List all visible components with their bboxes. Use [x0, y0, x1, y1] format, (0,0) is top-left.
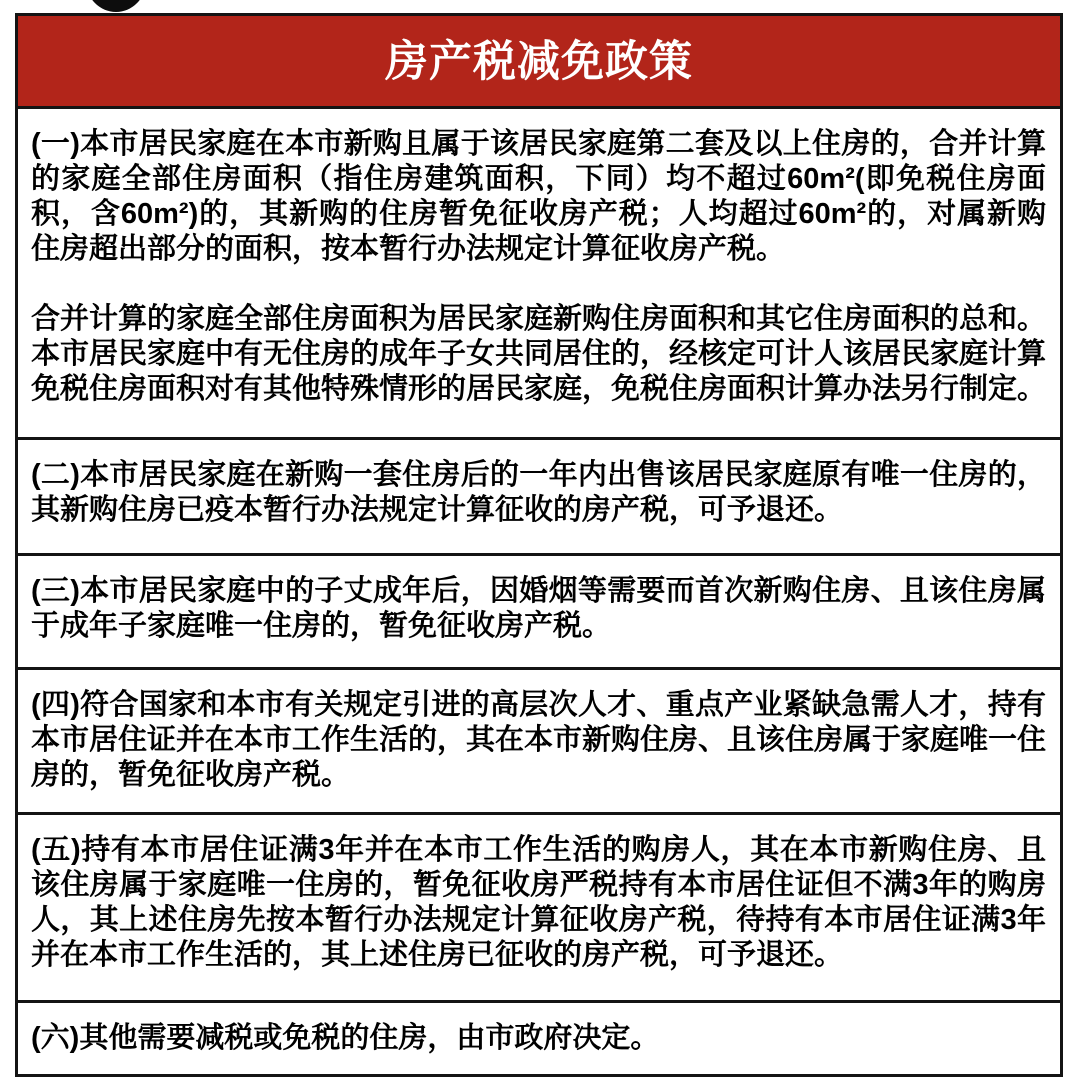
- policy-section-5: [18, 812, 1060, 1000]
- page-title: 房产税减免政策: [385, 37, 693, 86]
- partial-logo-circle-icon: [86, 0, 146, 12]
- policy-section-4-paragraph: (四)符合国家和本市有关规定引进的高层次人才、重点产业紧缺急需人才，持有本市居住证并在本市工作生活的，其在本市新购住房、且该住房属于家庭唯一住房的，暂免征收房产税。: [31, 689, 1047, 791]
- policy-section-6: [18, 1000, 1060, 1074]
- policy-section-1: [18, 106, 1060, 437]
- policy-section-3-paragraph: (三)本市居民家庭中的子丈成年后，因婚烟等需要而首次新购住房、且该住房属于成年子家庭唯一住房的，暂免征收房产税。: [31, 575, 1046, 642]
- policy-table: [15, 13, 1063, 1077]
- policy-section-1-paragraph-2: 合并计算的家庭全部住房面积为居民家庭新购住房面积和其它住房面积的总和。本市居民家庭中有无住房的成年子女共同居住的，经核定可计人该居民家庭计算免税住房面积对有其他特殊情形的居民家庭，免税住房面积计算办法另行制定。: [31, 303, 1047, 405]
- policy-section-4: [18, 667, 1060, 812]
- policy-section-1-paragraph-1: (一)本市居民家庭在本市新购且属于该居民家庭第二套及以上住房的，合并计算的家庭全部住房面积（指住房建筑面积，下同）均不超过60m²(即免税住房面积，含60m²)的，其新购的住房暂免征收房产税；人均超过60m²的，对属新购住房超出部分的面积，按本暂行办法规定计算征收房产税。: [31, 128, 1046, 265]
- policy-section-6-paragraph: (六)其他需要减税或免税的住房，由市政府决定。: [31, 1022, 660, 1054]
- policy-section-2: [18, 437, 1060, 553]
- policy-section-5-paragraph: (五)持有本市居住证满3年并在本市工作生活的购房人，其在本市新购住房、且该住房属于家庭唯一住房的，暂免征收房严税持有本市居住证但不满3年的购房人，其上述住房先按本暂行办法规定计算征收房产税，待持有本市居住证满3年并在本市工作生活的，其上述住房已征收的房产税，可予退还。: [31, 834, 1046, 971]
- policy-section-3: [18, 553, 1060, 667]
- policy-section-2-paragraph: (二)本市居民家庭在新购一套住房后的一年内出售该居民家庭原有唯一住房的，其新购住房已疫本暂行办法规定计算征收的房产税，可予退还。: [31, 459, 1046, 526]
- policy-table-header: [18, 16, 1060, 106]
